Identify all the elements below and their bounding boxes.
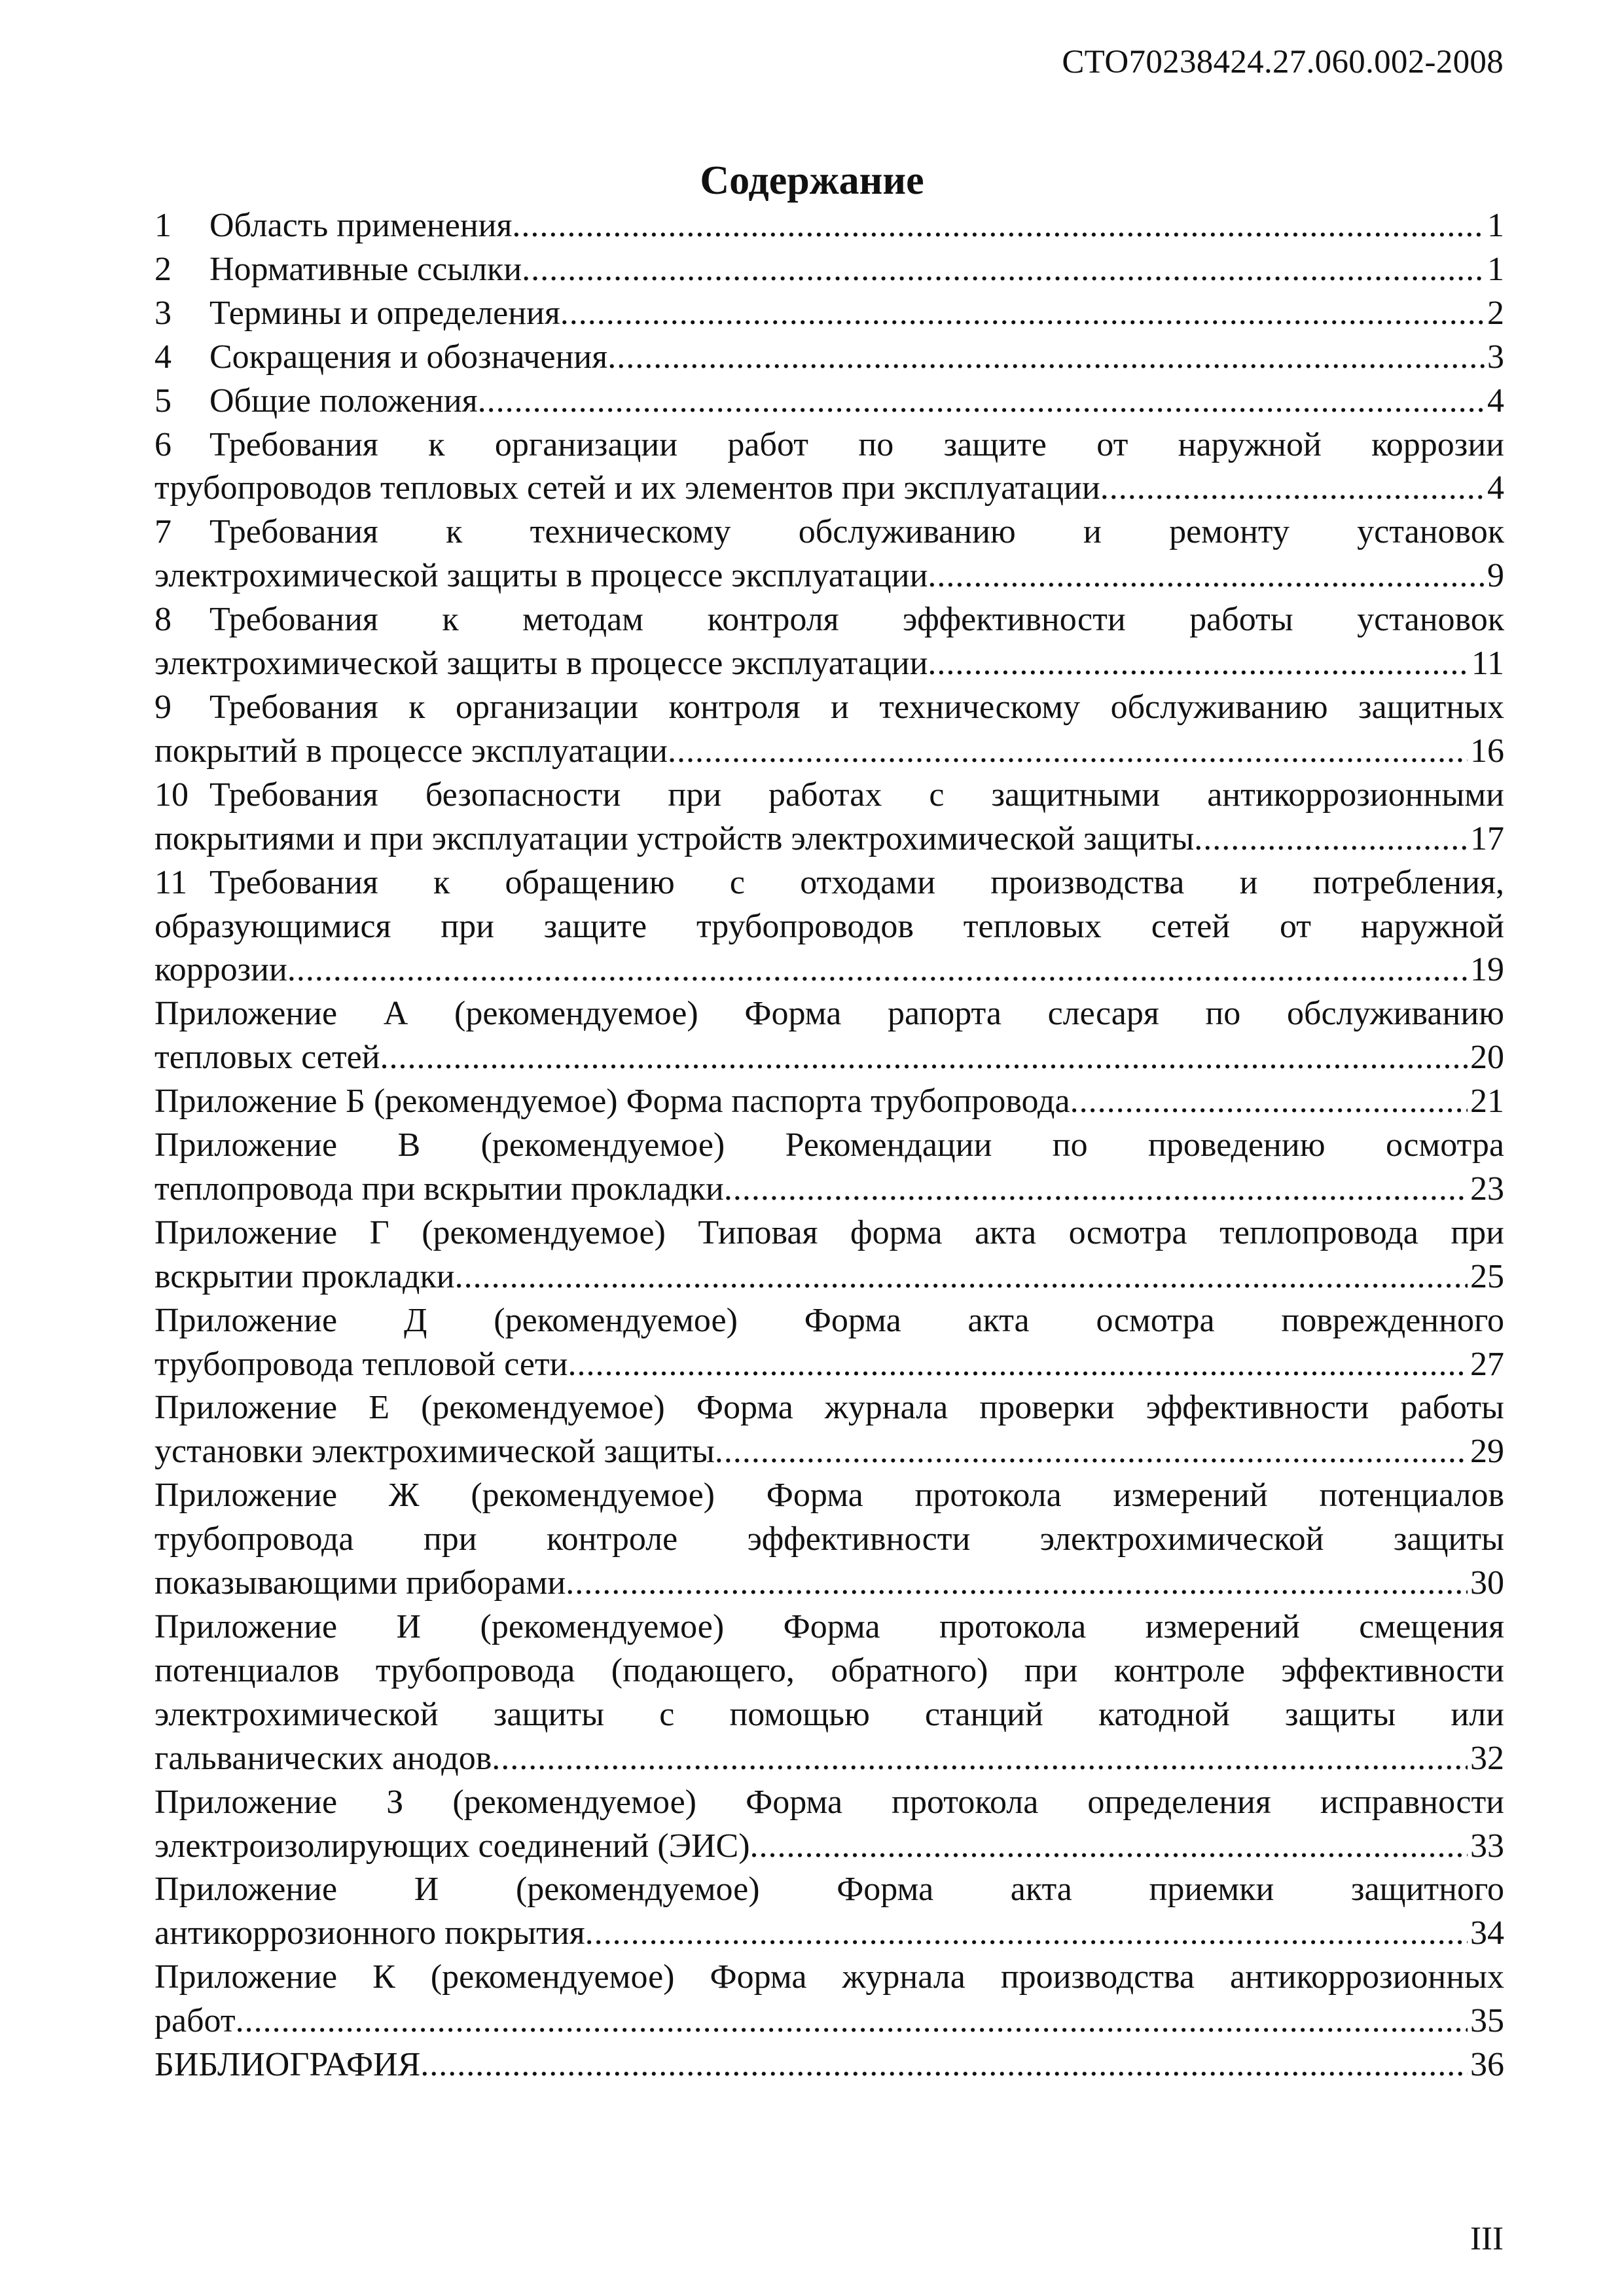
toc-entry-number: 11 xyxy=(154,863,188,901)
toc-entry-text: Приложение З (рекомендуемое) Форма протокола определения исправности xyxy=(154,1783,1504,1821)
toc-entry-final-line xyxy=(154,1562,1504,1605)
toc-entry[interactable] xyxy=(154,2043,1504,2087)
toc-entry-number: 9 xyxy=(154,688,171,726)
toc-page-number: 21 xyxy=(1470,1083,1504,1121)
toc-entry[interactable] xyxy=(154,992,1504,1080)
toc-entry-text: потенциалов трубопровода (подающего, обратного) при контроле эффективности xyxy=(154,1651,1504,1689)
dot-leader xyxy=(380,1036,1468,1080)
toc-entry[interactable] xyxy=(154,1299,1504,1387)
toc-entry-text: Приложение Ж (рекомендуемое) Форма протокола измерений потенциалов xyxy=(154,1477,1504,1515)
toc-page-number: 4 xyxy=(1487,469,1504,507)
toc-entry-text: Приложение А (рекомендуемое) Форма рапорта слесаря по обслуживанию xyxy=(154,995,1504,1033)
document-code: СТО70238424.27.060.002-2008 xyxy=(1062,44,1504,81)
toc-entry[interactable] xyxy=(154,774,1504,861)
toc-page-number: 34 xyxy=(1470,1914,1504,1952)
dot-leader xyxy=(1194,817,1468,861)
dot-leader xyxy=(568,1343,1468,1387)
toc-entry[interactable] xyxy=(154,861,1504,993)
toc-entry-text: Требования к методам контроля эффективности работы установок xyxy=(209,601,1504,639)
toc-entry-text: антикоррозионного покрытия xyxy=(154,1914,585,1952)
toc-entry-text: Приложение И (рекомендуемое) Форма протокола измерений смещения xyxy=(154,1608,1504,1645)
toc-entry-text: Требования к организации работ по защите от наружной коррозии xyxy=(209,425,1504,463)
toc-page-number: 9 xyxy=(1487,557,1504,595)
toc-entry-line xyxy=(154,1211,1504,1255)
toc-entry-text: Сокращения и обозначения xyxy=(209,338,608,376)
dot-leader xyxy=(715,1430,1468,1474)
toc-entry-text: БИБЛИОГРАФИЯ xyxy=(154,2046,421,2084)
dot-leader xyxy=(236,2000,1468,2043)
toc-entry-number: 8 xyxy=(154,601,171,639)
toc-entry-text: электроизолирующих соединений (ЭИС) xyxy=(154,1827,750,1865)
toc-entry-text: коррозии xyxy=(154,951,287,989)
toc-entry-line xyxy=(154,905,1504,949)
toc-entry-text: установки электрохимической защиты xyxy=(154,1433,715,1471)
dot-leader xyxy=(668,730,1468,774)
toc-entry-line xyxy=(154,598,1504,642)
dot-leader xyxy=(287,948,1468,992)
toc-entry-final-line xyxy=(154,1430,1504,1474)
toc-entry-final-line xyxy=(154,642,1504,686)
toc-entry-text: трубопровода тепловой сети xyxy=(154,1345,568,1383)
toc-entry-number: 2 xyxy=(154,250,171,288)
toc-entry[interactable] xyxy=(154,292,1504,336)
dot-leader xyxy=(560,292,1485,336)
toc-entry[interactable] xyxy=(154,1386,1504,1474)
toc-entry-text: Требования к техническому обслуживанию и ремонту установок xyxy=(209,513,1504,551)
toc-entry-number: 10 xyxy=(154,776,189,814)
toc-entry-final-line xyxy=(154,467,1504,511)
toc-entry-final-line xyxy=(154,730,1504,774)
toc-entry-final-line xyxy=(154,948,1504,992)
toc-entry[interactable] xyxy=(154,336,1504,380)
toc-entry-line xyxy=(154,992,1504,1036)
toc-entry-line xyxy=(154,1386,1504,1430)
dot-leader xyxy=(455,1255,1468,1299)
toc-page-number: 11 xyxy=(1471,645,1504,683)
toc-entry-text: трубопровода при контроле эффективности электрохимической защиты xyxy=(154,1520,1504,1558)
toc-page-number: 25 xyxy=(1470,1257,1504,1295)
toc-entry-final-line xyxy=(154,2043,1504,2087)
toc-entry-number: 7 xyxy=(154,513,171,551)
toc-entry[interactable] xyxy=(154,1605,1504,1781)
toc-entry-final-line xyxy=(154,554,1504,598)
toc-entry-text: электрохимической защиты с помощью станций катодной защиты или xyxy=(154,1695,1504,1733)
dot-leader xyxy=(420,2043,1468,2087)
table-of-contents xyxy=(154,204,1504,2087)
toc-entry-text: Область применения xyxy=(209,207,513,244)
toc-page-number: 29 xyxy=(1470,1433,1504,1471)
toc-entry[interactable] xyxy=(154,1474,1504,1605)
dot-leader xyxy=(585,1912,1468,1956)
toc-entry-final-line xyxy=(154,1912,1504,1956)
toc-entry[interactable] xyxy=(154,598,1504,686)
toc-entry-final-line xyxy=(154,380,1504,423)
toc-entry-text: Общие положения xyxy=(209,382,478,420)
toc-entry-text: Требования к обращению с отходами производства и потребления, xyxy=(209,863,1504,901)
toc-entry-final-line xyxy=(154,204,1504,248)
dot-leader xyxy=(928,554,1485,598)
toc-entry-text: Приложение К (рекомендуемое) Форма журнала производства антикоррозионных xyxy=(154,1958,1504,1996)
dot-leader xyxy=(478,380,1485,423)
toc-entry-number: 5 xyxy=(154,382,171,420)
toc-entry-line xyxy=(154,1124,1504,1168)
toc-entry-final-line xyxy=(154,1036,1504,1080)
toc-entry-text: теплопровода при вскрытии прокладки xyxy=(154,1170,724,1208)
toc-entry-final-line xyxy=(154,1825,1504,1869)
toc-page-number: 1 xyxy=(1487,250,1504,288)
toc-entry[interactable] xyxy=(154,686,1504,774)
dot-leader xyxy=(512,204,1485,248)
toc-entry-number: 4 xyxy=(154,338,171,376)
toc-entry[interactable] xyxy=(154,248,1504,292)
toc-entry-text: показывающими приборами xyxy=(154,1564,566,1602)
toc-entry-line xyxy=(154,1474,1504,1518)
dot-leader xyxy=(492,1737,1468,1781)
toc-entry[interactable] xyxy=(154,423,1504,511)
toc-entry-number: 1 xyxy=(154,207,171,244)
toc-page-number: 30 xyxy=(1470,1564,1504,1602)
toc-entry-text: Приложение И (рекомендуемое) Форма акта приемки защитного xyxy=(154,1871,1504,1909)
toc-entry-text: Нормативные ссылки xyxy=(209,250,522,288)
toc-entry-line xyxy=(154,861,1504,905)
toc-entry-line xyxy=(154,774,1504,817)
toc-entry[interactable] xyxy=(154,511,1504,598)
toc-page-number: 20 xyxy=(1470,1039,1504,1077)
toc-entry-text: образующимися при защите трубопроводов тепловых сетей от наружной xyxy=(154,907,1504,945)
toc-page-number: 32 xyxy=(1470,1739,1504,1777)
toc-page-number: 1 xyxy=(1487,207,1504,244)
toc-entry-final-line xyxy=(154,1255,1504,1299)
toc-entry-text: покрытий в процессе эксплуатации xyxy=(154,732,668,770)
toc-entry-text: электрохимической защиты в процессе эксплуатации xyxy=(154,645,928,683)
toc-entry-final-line xyxy=(154,817,1504,861)
toc-entry-number: 6 xyxy=(154,425,171,463)
toc-entry-text: Приложение Е (рекомендуемое) Форма журнала проверки эффективности работы xyxy=(154,1389,1504,1427)
toc-entry-text: вскрытии прокладки xyxy=(154,1257,455,1295)
toc-entry-text: Приложение В (рекомендуемое) Рекомендации по проведению осмотра xyxy=(154,1126,1504,1164)
page-number: III xyxy=(1470,2221,1504,2257)
toc-entry-line xyxy=(154,423,1504,467)
toc-entry-line xyxy=(154,1649,1504,1693)
toc-entry-number: 3 xyxy=(154,294,171,332)
toc-page-number: 2 xyxy=(1487,294,1504,332)
dot-leader xyxy=(724,1168,1468,1211)
toc-entry-final-line xyxy=(154,2000,1504,2043)
toc-entry-final-line xyxy=(154,292,1504,336)
toc-entry-text: Приложение Б (рекомендуемое) Форма паспорта трубопровода xyxy=(154,1083,1070,1121)
dot-leader xyxy=(566,1562,1468,1605)
toc-entry[interactable] xyxy=(154,380,1504,423)
toc-entry[interactable] xyxy=(154,1868,1504,1956)
toc-entry-line xyxy=(154,1781,1504,1825)
toc-entry-text: тепловых сетей xyxy=(154,1039,380,1077)
dot-leader xyxy=(607,336,1485,380)
toc-page-number: 35 xyxy=(1470,2002,1504,2040)
toc-page-number: 17 xyxy=(1470,819,1504,857)
toc-entry-text: электрохимической защиты в процессе эксплуатации xyxy=(154,557,928,595)
toc-page-number: 3 xyxy=(1487,338,1504,376)
toc-entry-line xyxy=(154,1518,1504,1562)
toc-entry-final-line xyxy=(154,1168,1504,1211)
toc-entry-line xyxy=(154,511,1504,554)
toc-page-number: 16 xyxy=(1470,732,1504,770)
page-title: Содержание xyxy=(700,158,924,203)
toc-entry-line xyxy=(154,686,1504,730)
toc-page-number: 33 xyxy=(1470,1827,1504,1865)
toc-entry-line xyxy=(154,1605,1504,1649)
toc-entry-line xyxy=(154,1956,1504,2000)
toc-entry-final-line xyxy=(154,1343,1504,1387)
dot-leader xyxy=(750,1825,1468,1869)
dot-leader xyxy=(1100,467,1485,511)
toc-entry-final-line xyxy=(154,336,1504,380)
toc-page-number: 36 xyxy=(1470,2046,1504,2084)
dot-leader xyxy=(522,248,1485,292)
toc-entry-line xyxy=(154,1868,1504,1912)
toc-entry-final-line xyxy=(154,1080,1504,1124)
toc-entry-text: Требования безопасности при работах с защитными антикоррозионными xyxy=(209,776,1504,814)
toc-page-number: 27 xyxy=(1470,1345,1504,1383)
toc-entry-line xyxy=(154,1299,1504,1343)
toc-entry-text: гальванических анодов xyxy=(154,1739,492,1777)
dot-leader xyxy=(928,642,1469,686)
toc-entry-final-line xyxy=(154,1737,1504,1781)
toc-entry-text: Приложение Г (рекомендуемое) Типовая форма акта осмотра теплопровода при xyxy=(154,1213,1504,1251)
toc-entry-text: Требования к организации контроля и техническому обслуживанию защитных xyxy=(209,688,1504,726)
toc-entry[interactable] xyxy=(154,1124,1504,1211)
toc-entry-line xyxy=(154,1693,1504,1737)
toc-page-number: 23 xyxy=(1470,1170,1504,1208)
toc-entry-text: работ xyxy=(154,2002,236,2040)
toc-entry-text: Термины и определения xyxy=(209,294,560,332)
toc-entry[interactable] xyxy=(154,204,1504,248)
toc-page-number: 19 xyxy=(1470,951,1504,989)
dot-leader xyxy=(1070,1080,1468,1124)
toc-entry-text: Приложение Д (рекомендуемое) Форма акта осмотра поврежденного xyxy=(154,1301,1504,1339)
toc-entry[interactable] xyxy=(154,1956,1504,2043)
toc-entry-text: покрытиями и при эксплуатации устройств электрохимической защиты xyxy=(154,819,1195,857)
toc-entry[interactable] xyxy=(154,1781,1504,1869)
toc-entry-text: трубопроводов тепловых сетей и их элементов при эксплуатации xyxy=(154,469,1100,507)
toc-entry[interactable] xyxy=(154,1080,1504,1124)
toc-page-number: 4 xyxy=(1487,382,1504,420)
toc-entry-final-line xyxy=(154,248,1504,292)
toc-entry[interactable] xyxy=(154,1211,1504,1299)
